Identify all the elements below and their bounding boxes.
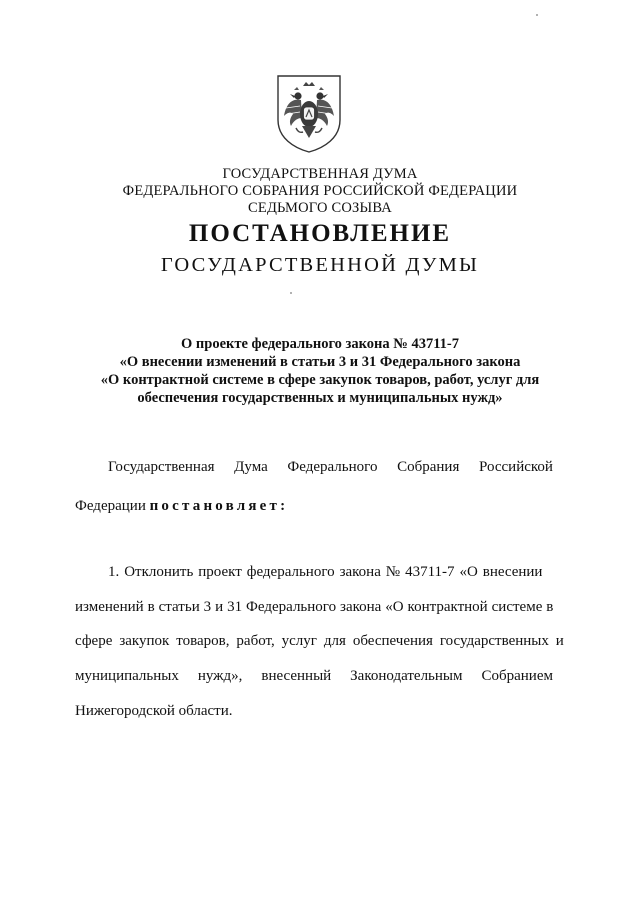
header-line-1: ГОСУДАРСТВЕННАЯ ДУМА	[222, 166, 418, 182]
subject-line-4: обеспечения государственных и муниципальных нужд»	[137, 390, 503, 406]
preamble-word: Государственная	[108, 459, 215, 475]
item1-line-4	[75, 667, 553, 685]
preamble-word: Собрания	[397, 459, 460, 475]
header-line-3: СЕДЬМОГО СОЗЫВА	[248, 200, 392, 216]
preamble-resolves: постановляет:	[149, 498, 289, 514]
subject-line-3: «О контрактной системе в сфере закупок товаров, работ, услуг для	[100, 372, 540, 388]
preamble-word: Дума	[234, 459, 268, 475]
preamble-federation: Федерации	[75, 498, 146, 514]
document-subject	[0, 335, 640, 407]
scan-speck	[536, 14, 538, 16]
scan-speck	[290, 292, 292, 294]
item1-word: Собранием	[481, 668, 553, 684]
subject-line-2: «О внесении изменений в статьи 3 и 31 Федерального закона	[119, 354, 521, 370]
item1-line-2: изменений в статьи 3 и 31 Федерального закона «О контрактной системе в	[75, 599, 554, 615]
item1-line-1: 1. Отклонить проект федерального закона № 43711-7 «О внесении	[108, 564, 543, 580]
item1-word: нужд»,	[197, 668, 243, 684]
document-issuer: ГОСУДАРСТВЕННОЙ ДУМЫ	[160, 254, 480, 276]
preamble-word: Российской	[479, 459, 553, 475]
item1-line-5: Нижегородской области.	[75, 703, 233, 719]
document-type: ПОСТАНОВЛЕНИЕ	[188, 220, 452, 247]
item1-line-3: сфере закупок товаров, работ, услуг для обеспечения государственных и	[75, 633, 564, 649]
preamble-line-2	[75, 497, 553, 515]
item1-word: внесенный	[261, 668, 332, 684]
header-line-2: ФЕДЕРАЛЬНОГО СОБРАНИЯ РОССИЙСКОЙ ФЕДЕРАЦИИ	[122, 183, 518, 199]
item1-word: Законодательным	[350, 668, 463, 684]
item1-word: муниципальных	[75, 668, 179, 684]
preamble-line-1	[108, 458, 553, 476]
preamble-word: Федерального	[287, 459, 378, 475]
coat-of-arms-icon	[276, 74, 342, 154]
subject-line-1: О проекте федерального закона № 43711-7	[181, 336, 459, 352]
